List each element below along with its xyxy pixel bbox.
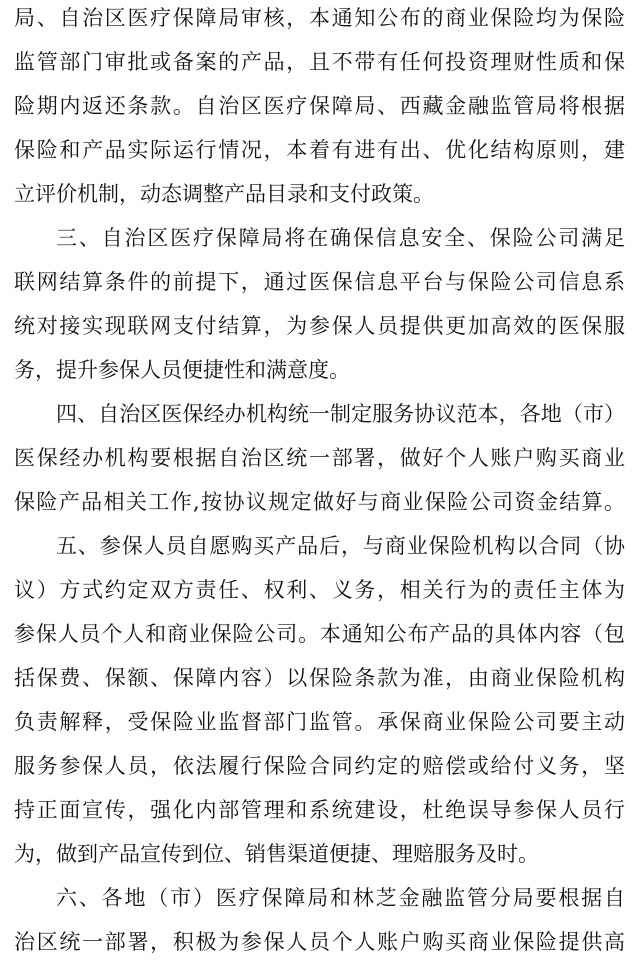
text-line: 治区统一部署，积极为参保人员个人账户购买商业保险提供高 [14,930,625,954]
text-line: 括保费、保额、保障内容）以保险条款为准，由商业保险机构 [14,666,625,690]
text-line: 六、各地（市）医疗保障局和林芝金融监管分局要根据自 [56,886,625,910]
text-line: 为，做到产品宣传到位、销售渠道便捷、理赔服务及时。 [14,842,539,866]
text-line: 议）方式约定双方责任、权利、义务，相关行为的责任主体为 [14,578,625,602]
text-line: 三、自治区医疗保障局将在确保信息安全、保险公司满足 [56,226,625,250]
text-line: 统对接实现联网支付结算，为参保人员提供更加高效的医保服 [14,314,625,338]
text-line: 负责解释，受保险业监督部门监管。承保商业保险公司要主动 [14,710,625,734]
text-line: 五、参保人员自愿购买产品后，与商业保险机构以合同（协 [56,534,625,558]
text-line: 保险产品相关工作,按协议规定做好与商业保险公司资金结算。 [14,490,625,514]
text-line: 监管部门审批或备案的产品，且不带有任何投资理财性质和保 [14,50,625,74]
text-line: 务，提升参保人员便捷性和满意度。 [14,358,350,382]
text-line: 参保人员个人和商业保险公司。本通知公布产品的具体内容（包 [14,622,625,646]
text-line: 保险和产品实际运行情况，本着有进有出、优化结构原则，建 [14,138,625,162]
text-line: 联网结算条件的前提下，通过医保信息平台与保险公司信息系 [14,270,625,294]
text-line: 服务参保人员，依法履行保险合同约定的赔偿或给付义务，坚 [14,754,625,778]
text-line: 四、自治区医保经办机构统一制定服务协议范本，各地（市） [56,402,625,426]
text-line: 险期内返还条款。自治区医疗保障局、西藏金融监管局将根据 [14,94,625,118]
text-line: 持正面宣传，强化内部管理和系统建设，杜绝误导参保人员行 [14,798,625,822]
text-line: 局、自治区医疗保障局审核，本通知公布的商业保险均为保险 [14,6,625,30]
text-line: 医保经办机构要根据自治区统一部署，做好个人账户购买商业 [14,446,625,470]
text-line: 立评价机制，动态调整产品目录和支付政策。 [14,182,434,206]
